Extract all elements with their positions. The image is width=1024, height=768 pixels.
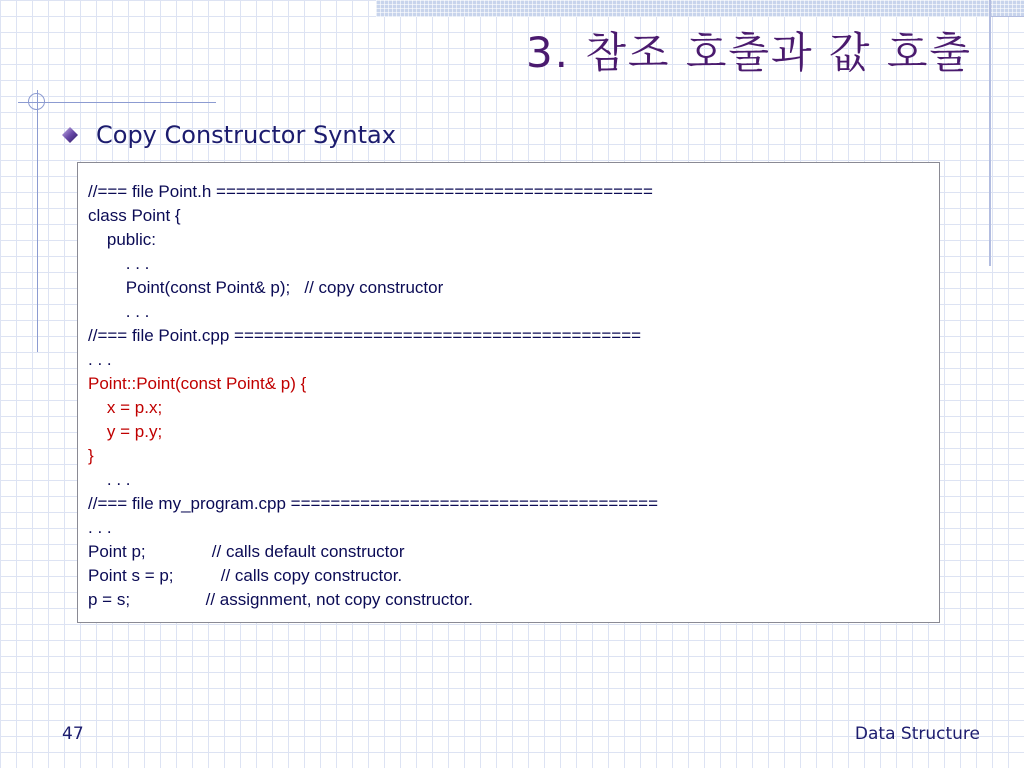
code-line: //=== file Point.cpp ========================================= xyxy=(88,326,642,345)
code-line: Point::Point(const Point& p) { xyxy=(88,374,307,393)
code-line: . . . xyxy=(88,254,150,273)
code-line: } xyxy=(88,446,94,465)
decor-ring-icon xyxy=(28,93,45,110)
bullet-item xyxy=(62,117,396,153)
diamond-bullet-icon xyxy=(62,127,78,143)
code-block xyxy=(77,162,940,623)
code-line: Point p; // calls default constructor xyxy=(88,542,405,561)
bullet-text: Copy Constructor Syntax xyxy=(96,121,396,149)
code-line: . . . xyxy=(88,470,131,489)
code-line: x = p.x; xyxy=(88,398,163,417)
code-line: . . . xyxy=(88,302,150,321)
decor-rule-horizontal-right xyxy=(989,16,1024,17)
top-decor-band xyxy=(376,0,1024,17)
slide-title: 3. 참조 호출과 값 호출 xyxy=(525,28,972,77)
code-line: p = s; // assignment, not copy constructor. xyxy=(88,590,474,609)
decor-rule-vertical-right xyxy=(989,0,991,266)
code-line: y = p.y; xyxy=(88,422,163,441)
code-line: . . . xyxy=(88,518,112,537)
code-line: public: xyxy=(88,230,157,249)
code-line: //=== file my_program.cpp ===================================== xyxy=(88,494,659,513)
code-line: //=== file Point.h ============================================ xyxy=(88,182,653,201)
decor-rule-horizontal-left xyxy=(18,102,216,103)
decor-rule-vertical-left xyxy=(37,90,38,352)
code-line: Point(const Point& p); // copy constructor xyxy=(88,278,444,297)
code-line: Point s = p; // calls copy constructor. xyxy=(88,566,403,585)
page-number: 47 xyxy=(62,724,84,744)
code-line: class Point { xyxy=(88,206,181,225)
footer-label: Data Structure xyxy=(854,724,980,744)
code-line: . . . xyxy=(88,350,112,369)
